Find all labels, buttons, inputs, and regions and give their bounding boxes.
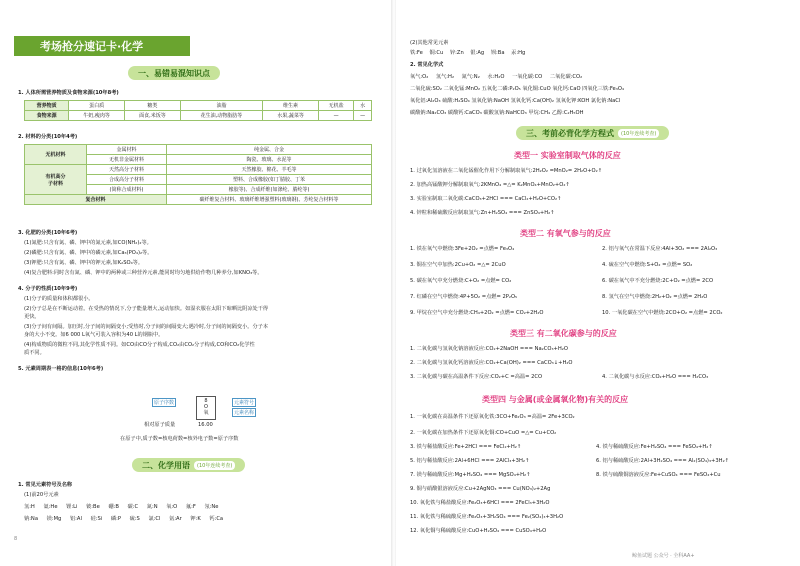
- text-line: 身的大小不变。如6 000 L氧气可装入容积为40 L的钢瓶中。: [24, 332, 164, 338]
- table-cell: 复合材料: [25, 195, 167, 205]
- table-cell: 合成高分子材料: [87, 175, 167, 185]
- text-line: (3)钾肥:只含有氮、磷、钾中的钾元素,如K₂SO₄等。: [24, 260, 144, 266]
- equation: 5. 铝与稀盐酸反应:2Al+6HCl === 2AlCl₃+3H₂↑: [410, 458, 530, 464]
- text-line: (1)前20号元素: [24, 492, 59, 498]
- equation: 4. 二氧化碳与水反应:CO₂+H₂O === H₂CO₃: [602, 374, 709, 380]
- section-banner-3: 三、考前必背化学方程式 (10年连续考查): [516, 126, 669, 140]
- heading-periodic: 5. 元素周期表一格的信息(10年6考): [18, 366, 104, 372]
- table-row: [25, 101, 372, 111]
- table-cell: 天然高分子材料: [87, 165, 167, 175]
- table-row: [25, 165, 372, 175]
- table-cell: 纯金属、合金: [167, 145, 372, 155]
- category-label: 子材料: [47, 180, 63, 187]
- text-line: (4)复合肥料:同时含有氮、磷、钾中的两种或三种营养元素,能同时均匀地供给作物几种养分,如KNO₃等。: [24, 270, 263, 276]
- table-cell: —: [318, 111, 353, 121]
- equation: 7. 红磷在空气中燃烧:4P+5O₂ =点燃= 2P₂O₅: [410, 294, 518, 300]
- element-cell: [196, 396, 216, 420]
- equation: 6. 碳在氧气中不充分燃烧:2C+O₂ =点燃= 2CO: [602, 278, 714, 284]
- table-cell: 蛋白质: [69, 101, 125, 111]
- subsection-title: 类型一 实验室制取气体的反应: [514, 151, 621, 160]
- table-cell: 水果,蔬菜等: [263, 111, 319, 121]
- equation: 8. 铁与硫酸铜溶液反应:Fe+CuSO₄ === FeSO₄+Cu: [596, 472, 721, 478]
- cell-number: 8: [204, 398, 208, 404]
- table-cell: [25, 165, 87, 195]
- table-cell: 面食,米饭等: [125, 111, 181, 121]
- table-cell: 水: [354, 101, 372, 111]
- heading-materials: 2. 材料的分类(10年4考): [18, 134, 78, 140]
- equation: 2. 铝与氧气在常温下反应:4Al+3O₂ === 2Al₂O₃: [602, 246, 718, 252]
- text-line: (2)分子总是在不断运动着。在受热的情况下,分子能量增大,运动加快。如湿衣服在太阳下晾晒比阴凉处干得: [24, 306, 269, 312]
- table-cell: 陶瓷、玻璃、水泥等: [167, 155, 372, 165]
- footer-watermark: 鲸鱼试题 公众号 · 全科AA+: [632, 553, 695, 559]
- table-cell: 无机盐: [318, 101, 353, 111]
- nutrition-table: [24, 100, 372, 121]
- table-cell: —: [354, 111, 372, 121]
- equation: 9. 甲烷在空气中充分燃烧:CH₄+2O₂ =点燃= CO₂+2H₂O: [410, 310, 544, 316]
- text-line: (2)其他常见元素: [410, 40, 449, 46]
- heading-fertilizers: 3. 化肥的分类(10年6考): [18, 230, 78, 236]
- text-line: 质不同。: [24, 350, 45, 356]
- element-row: 氢:H 氦:He 锂:Li 铍:Be 硼:B 碳:C 氮:N 氧:O 氟:F 氖:Ne: [24, 504, 219, 510]
- text-line: (1)氮肥:只含有氮、磷、钾中的氮元素,如CO(NH₂)₂等。: [24, 240, 152, 246]
- formula-row: 碳酸钠:Na₂CO₃ 碳酸钙:CaCO₃ 碳酸氢钠:NaHCO₃ 甲烷:CH₄ 乙醇:C₂H₅OH: [410, 110, 584, 116]
- name-label: 元素名称: [234, 410, 255, 416]
- table-cell: 天然橡胶、棉花、羊毛等: [167, 165, 372, 175]
- mass-label: 相对原子质量: [144, 422, 176, 428]
- text-line: 更快。: [24, 314, 40, 320]
- text-line: (4)构成物质的微粒不同,其化学性质不同。如CO由CO分子构成,CO₂由CO₂分子构成,CO和CO₂化学性: [24, 342, 255, 348]
- element-row: 钠:Na 镁:Mg 铝:Al 硅:Si 磷:P 硫:S 氯:Cl 氩:Ar 钾:K 钙:Ca: [24, 516, 224, 522]
- equation: 5. 碳在氧气中充分燃烧:C+O₂ =点燃= CO₂: [410, 278, 512, 284]
- cell-name: 氧: [203, 410, 209, 416]
- equation: 4. 锌粒和稀硫酸反应制取氢气:Zn+H₂SO₄ === ZnSO₄+H₂↑: [410, 210, 555, 216]
- text-line: (2)磷肥:只含有氮、磷、钾中的磷元素,如Ca₃(PO₄)₂等。: [24, 250, 153, 256]
- equation: 3. 铜在空气中加热:2Cu+O₂ =△= 2CuO: [410, 262, 506, 268]
- subsection-title: 类型四 与金属(或金属氧化物)有关的反应: [482, 395, 629, 404]
- table-cell: 橡胶等)、合成纤维(如涤纶、腈纶等): [167, 185, 372, 195]
- table-cell: 牛奶,瘦肉等: [69, 111, 125, 121]
- section-banner-1: 一、易错易混知识点: [128, 66, 220, 80]
- equation: 12. 氧化铜与稀硫酸反应:CuO+H₂SO₄ === CuSO₄+H₂O: [410, 528, 547, 534]
- heading-molecules: 4. 分子的性质(10年9考): [18, 286, 78, 292]
- heading-formulas: 2. 常见化学式: [410, 62, 444, 68]
- table-cell: 维生素: [263, 101, 319, 111]
- materials-table: [24, 144, 372, 205]
- text-line: (3)分子间有间隔。加压时,分子间的间隔变小;受热时,分子间的间隔变大;遇冷时,分子间的间隔变小。分子本: [24, 324, 269, 330]
- table-cell: (简称合成材料): [87, 185, 167, 195]
- equation: 4. 铁与稀硫酸反应:Fe+H₂SO₄ === FeSO₄+H₂↑: [596, 444, 713, 450]
- cell-symbol: O: [204, 404, 208, 410]
- subsection-title: 类型二 有氧气参与的反应: [520, 229, 611, 238]
- equation: 1. 过氧化氢溶液在二氧化锰催化作用下分解制取氧气:2H₂O₂ =MnO₂= 2H₂O+O₂↑: [410, 168, 603, 174]
- equation: 2. 一氧化碳在加热条件下还原氧化铜:CO+CuO =△= Cu+CO₂: [410, 430, 557, 436]
- table-cell: 塑料、合成橡胶(如丁腈胶、丁苯: [167, 175, 372, 185]
- formula-row: 氧化铝:Al₂O₃ 硫酸:H₂SO₄ 氢氧化钠:NaOH 氢氧化钙:Ca(OH)₂ 氢氧化钾:KOH 氯化钠:NaCl: [410, 98, 621, 104]
- page-title: 考场抢分速记卡·化学: [40, 40, 144, 53]
- text-line: (1)分子的质量和体积都很小。: [24, 296, 94, 302]
- equation: 1. 一氧化碳在高温条件下还原氧化铁:3CO+Fe₂O₃ =高温= 2Fe+3CO₂: [410, 414, 575, 420]
- table-cell: 无机非金属材料: [87, 155, 167, 165]
- table-cell: 碳纤维复合材料、玻璃纤维增强塑料(玻璃钢)、芳纶复合材料等: [167, 195, 372, 205]
- equation: 10. 氧化铁与稀盐酸反应:Fe₂O₃+6HCl === 2FeCl₃+3H₂O: [410, 500, 550, 506]
- table-cell: 花生油,动物脂肪等: [180, 111, 262, 121]
- table-cell: 金属材料: [87, 145, 167, 155]
- cell-mass: 16.00: [198, 422, 213, 428]
- table-cell: 无机材料: [25, 145, 87, 165]
- equation: 1. 铁在氧气中燃烧:3Fe+2O₂ =点燃= Fe₃O₄: [410, 246, 515, 252]
- equation: 3. 二氧化碳与碳在高温条件下反应:CO₂+C =高温= 2CO: [410, 374, 543, 380]
- equation: 3. 实验室制取二氧化碳:CaCO₃+2HCl === CaCl₂+H₂O+CO₂↑: [410, 196, 562, 202]
- equation: 2. 加热高锰酸钾分解制取氧气:2KMnO₄ =△= K₂MnO₄+MnO₂+O₂↑: [410, 182, 570, 188]
- heading-elements: 1. 常见元素符号及名称: [18, 482, 73, 488]
- page-number: 8: [14, 536, 18, 542]
- table-row: [25, 111, 372, 121]
- right-page: [396, 0, 800, 566]
- category-label: 有机高分: [45, 173, 66, 180]
- atomic-number-label: 原子序数: [154, 400, 175, 406]
- equation: 8. 氢气在空气中燃烧:2H₂+O₂ =点燃= 2H₂O: [602, 294, 708, 300]
- left-page: [0, 0, 392, 566]
- equation: 6. 铝与稀硫酸反应:2Al+3H₂SO₄ === Al₂(SO₄)₃+3H₂↑: [596, 458, 729, 464]
- section-banner-2: 二、化学用语 (10年连续考查): [132, 458, 245, 472]
- heading-nutrition: 1. 人体所需营养物质及食物来源(10年8考): [18, 90, 119, 96]
- subsection-title: 类型三 有二氧化碳参与的反应: [510, 329, 617, 338]
- table-cell: 油脂: [180, 101, 262, 111]
- table-cell: 食物来源: [25, 111, 69, 121]
- formula-row: 氧气:O₂ 氢气:H₂ 氮气:N₂ 水:H₂O 一氧化碳:CO 二氧化碳:CO₂: [410, 74, 583, 80]
- symbol-label: 元素符号: [234, 400, 255, 406]
- text-line: 铁:Fe 铜:Cu 锌:Zn 银:Ag 钡:Ba 汞:Hg: [410, 50, 526, 56]
- equation: 7. 镁与稀硫酸反应:Mg+H₂SO₄ === MgSO₄+H₂↑: [410, 472, 531, 478]
- equation: 10. 一氧化碳在空气中燃烧:2CO+O₂ =点燃= 2CO₂: [602, 310, 723, 316]
- table-row: [25, 145, 372, 155]
- formula-row: 二氧化硫:SO₂ 二氧化锰:MnO₂ 五氧化二磷:P₂O₅ 氧化铜:CuO 氧化钙:CaO 四氧化三铁:Fe₃O₄: [410, 86, 624, 92]
- table-cell: 糖类: [125, 101, 181, 111]
- equation: 3. 铁与稀盐酸反应:Fe+2HCl === FeCl₂+H₂↑: [410, 444, 522, 450]
- atom-note: 在原子中,质子数=核电荷数=核外电子数=原子序数: [120, 436, 239, 442]
- equation: 4. 硫在空气中燃烧:S+O₂ =点燃= SO₂: [602, 262, 693, 268]
- equation: 9. 铜与硝酸银溶液反应:Cu+2AgNO₃ === Cu(NO₃)₂+2Ag: [410, 486, 551, 492]
- equation: 11. 氧化铁与稀硫酸反应:Fe₂O₃+3H₂SO₄ === Fe₂(SO₄)₃+3H₂O: [410, 514, 564, 520]
- table-row: [25, 195, 372, 205]
- table-cell: 营养物质: [25, 101, 69, 111]
- equation: 1. 二氧化碳与氢氧化钠溶液反应:CO₂+2NaOH === Na₂CO₃+H₂O: [410, 346, 568, 352]
- equation: 2. 二氧化碳与氢氧化钙溶液反应:CO₂+Ca(OH)₂ === CaCO₃↓+H₂O: [410, 360, 573, 366]
